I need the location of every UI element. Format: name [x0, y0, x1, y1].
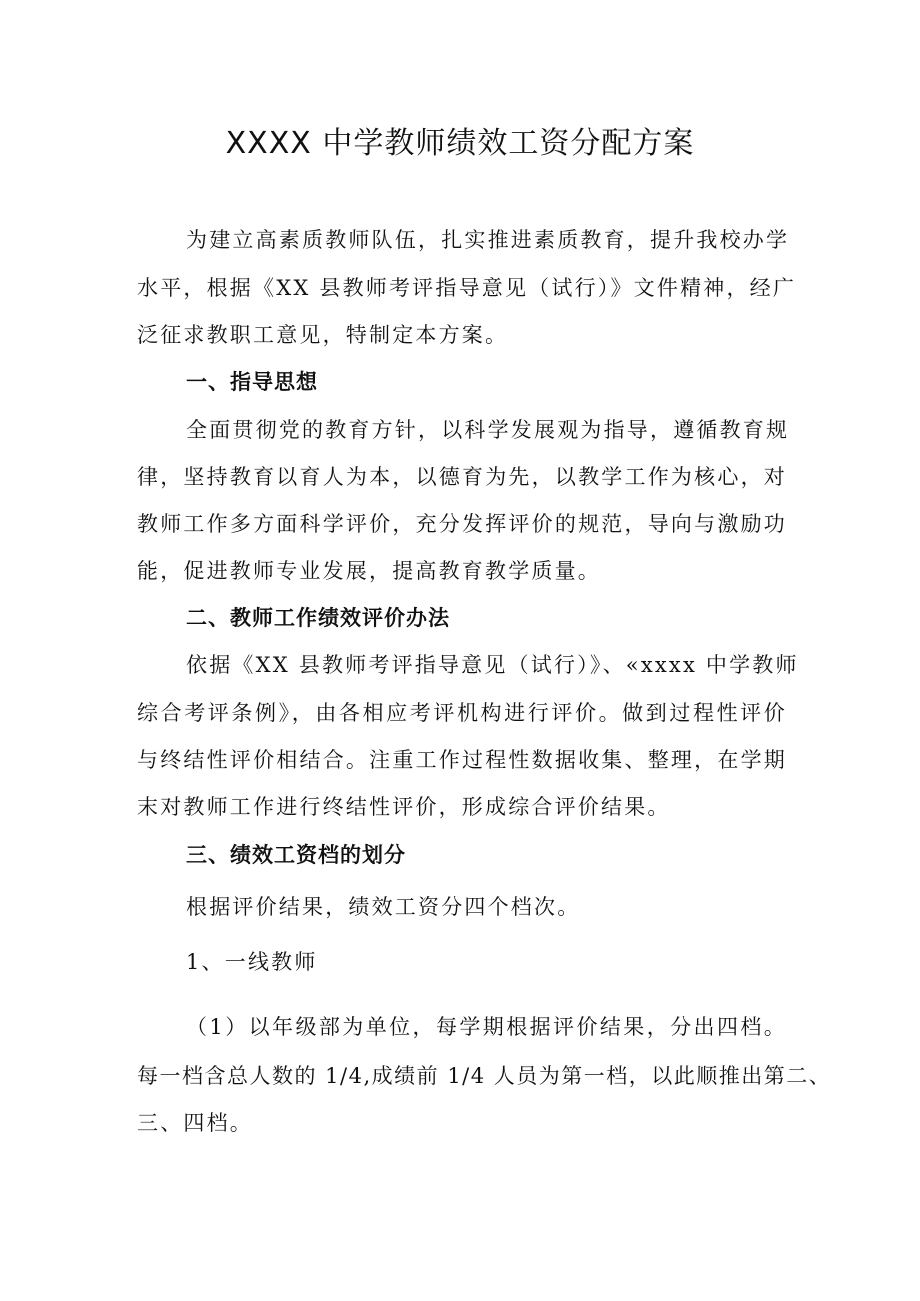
subsection-item-line-3: 三、四档。 [137, 1111, 253, 1135]
intro-line-2: 水平，根据《XX 县教师考评指导意见（试行）》文件精神，经广 [137, 276, 797, 300]
section-3-line-1: 根据评价结果，绩效工资分四个档次。 [186, 895, 581, 919]
subsection-item-line-2: 每一档含总人数的 1/4,成绩前 1/4 人员为第一档，以此顺推出第二、 [137, 1064, 832, 1088]
section-1-line-3: 教师工作多方面科学评价，充分发挥评价的规范，导向与激励功 [137, 512, 787, 536]
section-2-line-2: 综合考评条例》，由各相应考评机构进行评价。做到过程性评价 [137, 701, 787, 725]
intro-line-1: 为建立高素质教师队伍，扎实推进素质教育，提升我校办学 [186, 228, 790, 252]
section-2-line-3: 与终结性评价相结合。注重工作过程性数据收集、整理，在学期 [137, 748, 787, 772]
section-1-line-4: 能，促进教师专业发展，提高教育教学质量。 [137, 559, 601, 583]
subsection-heading: 1、一线教师 [186, 950, 318, 974]
section-2-line-4: 末对教师工作进行终结性评价，形成综合评价结果。 [137, 795, 671, 819]
intro-line-3: 泛征求教职工意见，特制定本方案。 [137, 323, 509, 347]
subsection-item-line-1: （1）以年级部为单位，每学期根据评价结果，分出四档。 [186, 1015, 787, 1039]
section-2-line-1: 依据《XX 县教师考评指导意见（试行）》、«xxxx 中学教师 [186, 653, 799, 677]
section-2-heading: 二、教师工作绩效评价办法 [186, 606, 450, 630]
section-1-line-1: 全面贯彻党的教育方针，以科学发展观为指导，遵循教育规 [186, 418, 790, 442]
section-1-line-2: 律，坚持教育以育人为本，以德育为先，以教学工作为核心，对 [137, 465, 787, 489]
document-title: XXXX 中学教师绩效工资分配方案 [225, 126, 695, 161]
section-3-heading: 三、绩效工资档的划分 [186, 843, 406, 867]
section-1-heading: 一、指导思想 [186, 370, 318, 394]
